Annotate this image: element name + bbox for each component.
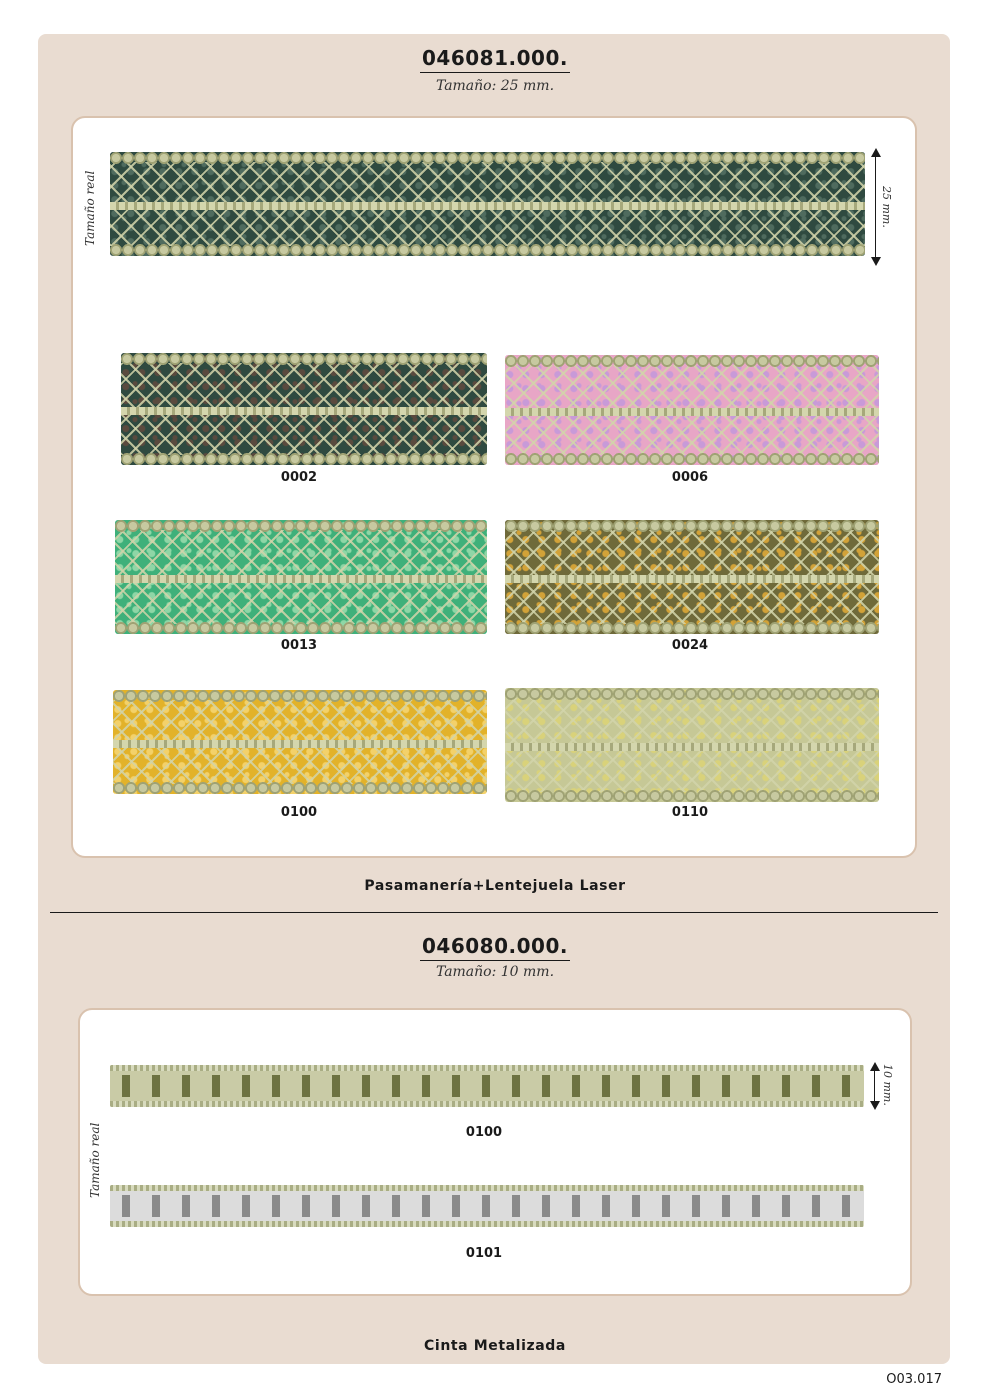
trim-center-cord bbox=[505, 408, 879, 416]
swatch-trim-0006 bbox=[505, 355, 879, 465]
real-size-label: Tamaño real bbox=[88, 1122, 102, 1198]
trim-scalloped-edge bbox=[505, 622, 879, 634]
swatch-trim-0110 bbox=[505, 688, 879, 802]
arrow-down-icon bbox=[870, 1101, 880, 1110]
trim-center-cord bbox=[505, 743, 879, 751]
trim-scalloped-edge bbox=[110, 244, 865, 256]
dimension-line bbox=[875, 156, 876, 258]
trim-center-cord bbox=[505, 575, 879, 583]
swatch-panel bbox=[71, 116, 917, 858]
section-title: Pasamanería+Lentejuela Laser bbox=[364, 878, 626, 894]
trim-scalloped-edge bbox=[115, 622, 487, 634]
swatch-panel bbox=[78, 1008, 912, 1296]
swatch-code-label: 0024 bbox=[671, 638, 709, 653]
trim-scalloped-edge bbox=[113, 782, 487, 794]
ribbon-edge bbox=[110, 1185, 864, 1191]
swatch-code-label: 0002 bbox=[280, 470, 318, 485]
arrow-up-icon bbox=[871, 148, 881, 157]
product-code-title: 046080.000. bbox=[0, 934, 990, 958]
ribbon-pattern bbox=[110, 1195, 864, 1217]
arrow-down-icon bbox=[871, 257, 881, 266]
swatch-trim-0002 bbox=[121, 353, 487, 465]
ribbon-sample-0101 bbox=[110, 1185, 864, 1227]
real-size-label: Tamaño real bbox=[83, 170, 97, 246]
product-size-label: Tamaño: 10 mm. bbox=[435, 964, 555, 980]
product-size-label: Tamaño: 25 mm. bbox=[435, 78, 555, 94]
trim-scalloped-edge bbox=[110, 152, 865, 164]
section-title: Cinta Metalizada bbox=[424, 1338, 566, 1354]
dimension-label: 10 mm. bbox=[881, 1064, 894, 1106]
trim-scalloped-edge bbox=[505, 520, 879, 532]
trim-center-cord bbox=[121, 407, 487, 415]
trim-scalloped-edge bbox=[121, 453, 487, 465]
swatch-code-label: 0101 bbox=[465, 1246, 503, 1261]
swatch-code-label: 0110 bbox=[671, 805, 709, 820]
trim-center-cord bbox=[110, 202, 865, 210]
swatch-trim-0100 bbox=[113, 690, 487, 794]
swatch-code-label: 0100 bbox=[465, 1125, 503, 1140]
trim-scalloped-edge bbox=[505, 688, 879, 700]
trim-center-cord bbox=[115, 575, 487, 583]
dimension-label: 25 mm. bbox=[880, 186, 893, 228]
arrow-up-icon bbox=[870, 1062, 880, 1071]
swatch-code-label: 0006 bbox=[671, 470, 709, 485]
swatch-code-label: 0013 bbox=[280, 638, 318, 653]
section-divider bbox=[50, 912, 938, 913]
trim-scalloped-edge bbox=[505, 790, 879, 802]
page-number: O03.017 bbox=[886, 1372, 942, 1387]
ribbon-edge bbox=[110, 1065, 864, 1071]
trim-scalloped-edge bbox=[505, 355, 879, 367]
trim-scalloped-edge bbox=[121, 353, 487, 365]
ribbon-sample-0100 bbox=[110, 1065, 864, 1107]
swatch-code-label: 0100 bbox=[280, 805, 318, 820]
ribbon-edge bbox=[110, 1101, 864, 1107]
trim-scalloped-edge bbox=[115, 520, 487, 532]
trim-center-cord bbox=[113, 740, 487, 748]
ribbon-edge bbox=[110, 1221, 864, 1227]
trim-scalloped-edge bbox=[505, 453, 879, 465]
ribbon-pattern bbox=[110, 1075, 864, 1097]
swatch-trim-0013 bbox=[115, 520, 487, 634]
dimension-line bbox=[874, 1070, 875, 1102]
main-trim-sample bbox=[110, 152, 865, 256]
trim-scalloped-edge bbox=[113, 690, 487, 702]
product-code-title: 046081.000. bbox=[0, 46, 990, 70]
swatch-trim-0024 bbox=[505, 520, 879, 634]
